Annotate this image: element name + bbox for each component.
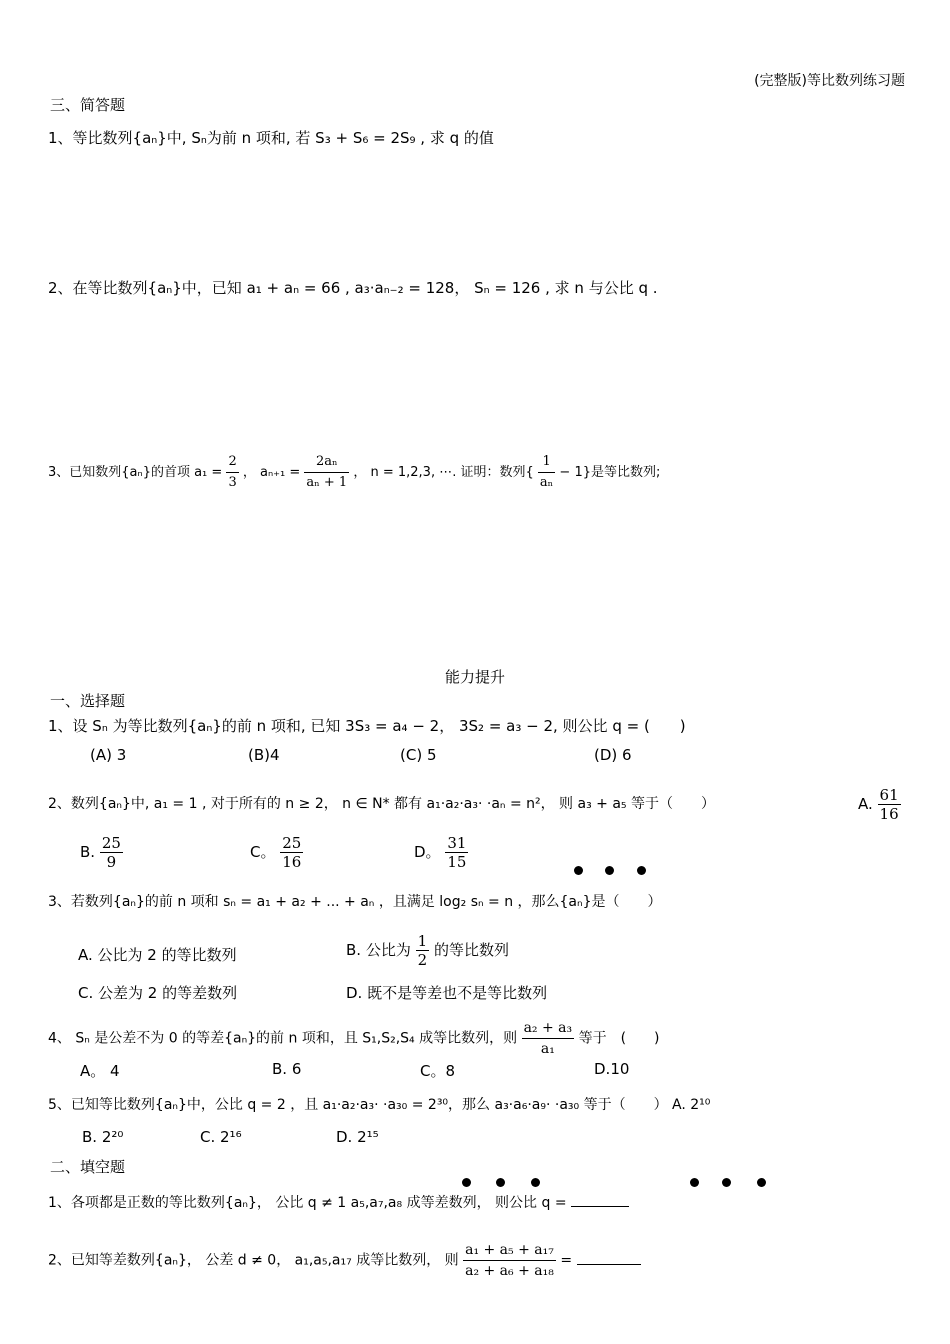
- mc3-option-b: [346, 932, 509, 969]
- fill-question-1: [48, 1192, 629, 1213]
- mc2-c-den: 16: [282, 853, 302, 871]
- mc3-option-c: C. 公差为 2 的等差数列: [78, 984, 238, 1002]
- mc2-b-den: 9: [106, 853, 117, 871]
- mc1-option-c: (C) 5: [400, 746, 437, 764]
- answer-blank[interactable]: [571, 1192, 629, 1207]
- short-question-2: 2、在等比数列{aₙ}中，已知 a₁ + aₙ = 66 , a₃·aₙ₋₂ = 128， Sₙ = 126 , 求 n 与公比 q .: [48, 279, 658, 297]
- mc1-option-d: (D) 6: [594, 746, 632, 764]
- mc2-option-d-label: D。: [414, 843, 441, 861]
- mc2-d-num: 31: [447, 834, 467, 852]
- q3-a1-fraction: [226, 452, 238, 493]
- mc5-option-b: B. 2²⁰: [82, 1128, 124, 1146]
- mc3-b-den: 2: [417, 951, 428, 969]
- short-question-3: [48, 452, 660, 493]
- decorative-dot: [722, 1178, 731, 1187]
- mc2-option-c: [250, 834, 303, 871]
- mc5-option-c: C. 2¹⁶: [200, 1128, 242, 1146]
- mc-question-4: [48, 1018, 660, 1059]
- mc-question-5: 5、已知等比数列{aₙ}中，公比 q = 2 ，且 a₁·a₂·a₃· ·a₃₀ = 2³⁰，那么 a₃·a₆·a₉· ·a₃₀ 等于（ ） A. 2¹⁰: [48, 1097, 711, 1113]
- mc1-option-a: (A) 3: [90, 746, 127, 764]
- decorative-dot: [462, 1178, 471, 1187]
- fill2-frac-den: a₂ + a₆ + a₁₈: [465, 1263, 554, 1279]
- section-choice: 一、选择题: [50, 692, 126, 710]
- decorative-dot: [605, 866, 614, 875]
- q3-inv-num: 1: [538, 452, 555, 473]
- mc2-option-d: [414, 834, 468, 871]
- mc-question-3: 3、若数列{aₙ}的前 n 项和 sₙ = a₁ + a₂ + ... + aₙ ，且满足 log₂ sₙ = n ，那么{aₙ}是（ ）: [48, 894, 662, 910]
- mc1-option-b: (B)4: [248, 746, 280, 764]
- q3-suffix: − 1}是等比数列;: [559, 465, 661, 480]
- q3-inv-den: aₙ: [539, 475, 554, 490]
- mc2-a-num: 61: [879, 786, 899, 804]
- mc3-b-num: 1: [417, 932, 428, 950]
- mc2-option-c-fraction: [280, 834, 303, 871]
- mc4-fraction: [522, 1018, 575, 1059]
- decorative-dot: [637, 866, 646, 875]
- mc2-c-num: 25: [282, 834, 302, 852]
- mc2-a-den: 16: [879, 805, 899, 823]
- short-question-1: 1、等比数列{aₙ}中, Sₙ为前 n 项和, 若 S₃ + S₆ = 2S₉ , 求 q 的值: [48, 129, 494, 147]
- mc-question-2: 2、数列{aₙ}中, a₁ = 1 , 对于所有的 n ≥ 2， n ∈ N* 都有 a₁·a₂·a₃· ·aₙ = n²， 则 a₃ + a₅ 等于（ ）: [48, 796, 715, 812]
- mc2-option-c-label: C。: [250, 843, 276, 861]
- mc4-tail: 等于 ( ): [578, 1030, 660, 1047]
- fill-question-2: [48, 1240, 641, 1281]
- q3-recurrence: ， aₙ₊₁ =: [242, 465, 301, 480]
- q3-rec-num: 2aₙ: [304, 452, 349, 473]
- q3-rec-den: aₙ + 1: [306, 475, 348, 490]
- mc3-option-d: D. 既不是等差也不是等比数列: [346, 984, 548, 1002]
- fill2-tail: =: [560, 1252, 573, 1269]
- mc2-option-a-label: A.: [858, 795, 873, 813]
- mc4-option-a: A。 4: [80, 1062, 120, 1080]
- decorative-dot: [496, 1178, 505, 1187]
- decorative-dot: [690, 1178, 699, 1187]
- mc4-text: 4、 Sₙ 是公差不为 0 的等差{aₙ}的前 n 项和，且 S₁,S₂,S₄ 成等比数列，则: [48, 1030, 518, 1047]
- q3-inv-fraction: [538, 452, 555, 493]
- decorative-dot: [531, 1178, 540, 1187]
- mc4-option-b: B. 6: [272, 1060, 302, 1078]
- mc2-b-num: 25: [101, 834, 121, 852]
- mc3-option-b-pre: B. 公比为: [346, 941, 411, 959]
- ability-title: 能力提升: [444, 668, 505, 686]
- mc2-d-den: 15: [447, 853, 467, 871]
- decorative-dot: [574, 866, 583, 875]
- mc3-option-a: A. 公比为 2 的等比数列: [78, 946, 237, 964]
- q3-rec-fraction: [304, 452, 349, 493]
- q3-middle: ， n = 1,2,3, ⋯. 证明：数列{: [353, 465, 534, 480]
- fill2-fraction: [463, 1240, 556, 1281]
- mc2-option-b-fraction: [100, 834, 123, 871]
- mc2-option-a-fraction: [878, 786, 901, 823]
- q3-a1-num: 2: [226, 452, 238, 473]
- mc4-option-d: D.10: [594, 1060, 630, 1078]
- mc4-frac-den: a₁: [540, 1041, 555, 1057]
- answer-blank[interactable]: [577, 1250, 641, 1265]
- fill2-frac-num: a₁ + a₅ + a₁₇: [463, 1240, 556, 1261]
- fill2-text: 2、已知等差数列{aₙ}， 公差 d ≠ 0， a₁,a₅,a₁₇ 成等比数列， 则: [48, 1252, 459, 1269]
- mc2-option-b: [80, 834, 123, 871]
- section-fill-in: 二、填空题: [50, 1158, 126, 1176]
- section-short-answer: 三、简答题: [50, 96, 126, 114]
- decorative-dot: [757, 1178, 766, 1187]
- mc2-option-d-fraction: [445, 834, 468, 871]
- mc4-frac-num: a₂ + a₃: [522, 1018, 575, 1039]
- mc3-option-b-fraction: [416, 932, 430, 969]
- page-header-title: (完整版)等比数列练习题: [754, 73, 905, 89]
- mc2-option-b-label: B.: [80, 843, 96, 861]
- fill1-text: 1、各项都是正数的等比数列{aₙ}， 公比 q ≠ 1 a₅,a₇,a₈ 成等差数列， 则公比 q =: [48, 1195, 567, 1211]
- mc5-option-d: D. 2¹⁵: [336, 1128, 379, 1146]
- q3-a1-den: 3: [228, 475, 237, 490]
- q3-prefix: 3、已知数列{aₙ}的首项 a₁ =: [48, 465, 223, 480]
- mc-question-1: 1、设 Sₙ 为等比数列{aₙ}的前 n 项和, 已知 3S₃ = a₄ − 2， 3S₂ = a₃ − 2, 则公比 q = ( ): [48, 717, 686, 735]
- mc2-option-a: [858, 786, 901, 823]
- mc3-option-b-post: 的等比数列: [433, 941, 509, 959]
- mc4-option-c: C。8: [420, 1062, 456, 1080]
